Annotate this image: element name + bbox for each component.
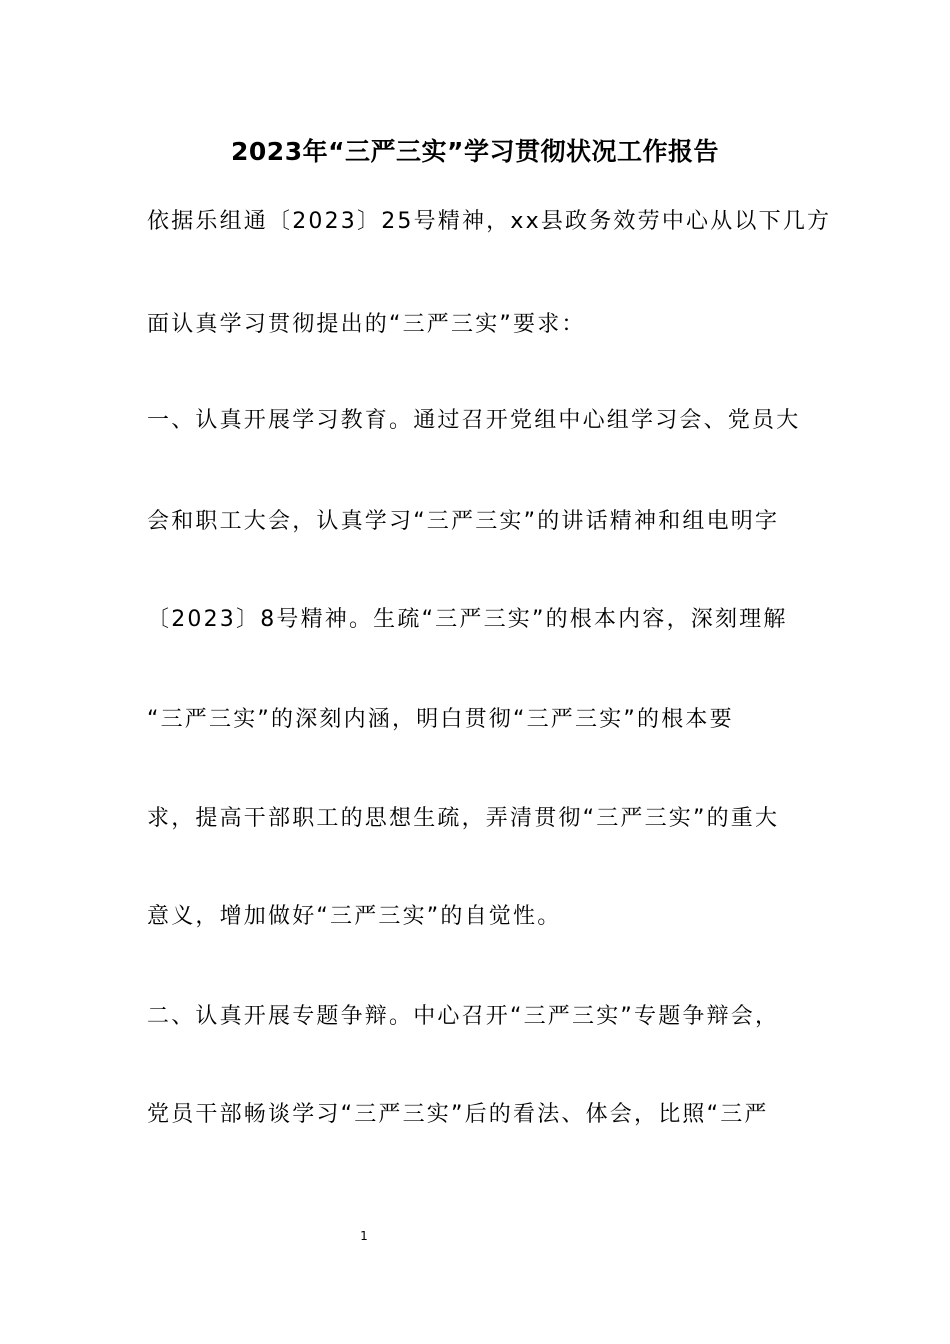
body-line-9: 二、认真开展专题争辩。中心召开“三严三实”专题争辩会， — [147, 1004, 780, 1029]
body-line-6: “三严三实”的深刻内涵，明白贯彻“三严三实”的根本要 — [147, 707, 734, 732]
body-line-7: 求，提高干部职工的思想生疏，弄清贯彻“三严三实”的重大 — [147, 806, 780, 831]
body-line-3: 一、认真开展学习教育。通过召开党组中心组学习会、党员大 — [147, 408, 801, 433]
page-number: 1 — [360, 1229, 368, 1243]
body-line-1: 依据乐组通〔2023〕25号精神，xx县政务效劳中心从以下几方 — [147, 209, 832, 234]
document-title: 2023年“三严三实”学习贯彻状况工作报告 — [231, 137, 719, 166]
body-line-2: 面认真学习贯彻提出的“三严三实”要求： — [147, 312, 586, 337]
body-line-4: 会和职工大会，认真学习“三严三实”的讲话精神和组电明字 — [147, 509, 780, 534]
body-line-5: 〔2023〕8号精神。生疏“三严三实”的根本内容，深刻理解 — [147, 607, 788, 632]
body-line-8: 意义，增加做好“三严三实”的自觉性。 — [147, 904, 562, 929]
body-line-10: 党员干部畅谈学习“三严三实”后的看法、体会，比照“三严 — [147, 1102, 769, 1127]
